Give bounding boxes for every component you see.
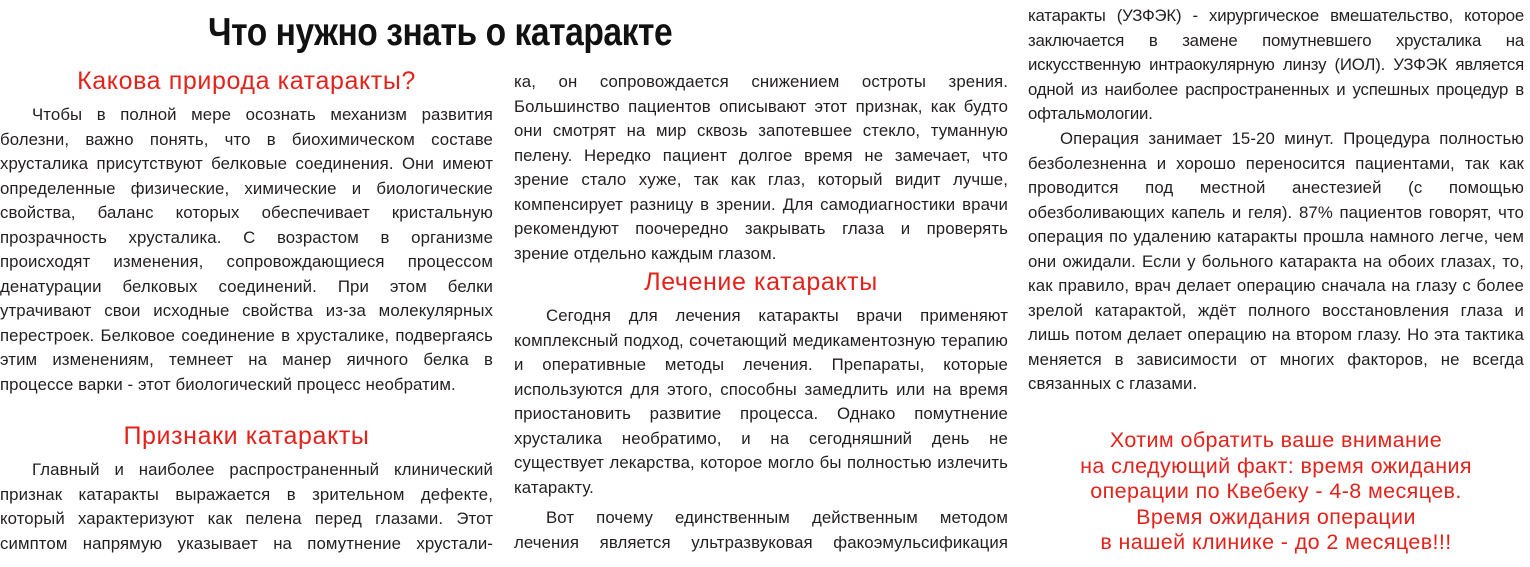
treatment-paragraph-1: Сегодня для лечения катаракты врачи применяют комплексный подход, сочетающий медикаментозную терапию и оперативные методы лечения. Препараты, которые используются для этого, способны замедлить или на время приостановить развитие процесса. Однако помутнение хрусталика необратимо, и на сегодняшний день не существует лекарства, которое могло бы полностью излечить катаракту. <box>514 306 1008 497</box>
signs-paragraph-part-1: Главный и наиболее распространенный клинический признак катаракты выражается в зрительном дефекте, который характеризуют как пелена перед глазами. Этот симптом напрямую указывает на помутнение хрустали- <box>0 460 493 553</box>
treatment-paragraph-2-part-1: Вот почему единственным действенным методом лечения является ультразвуковая факоэмульсификация <box>514 508 1008 552</box>
treatment-paragraph-2-part-2: катаракты (УЗФЭК) - хирургическое вмешательство, которое заключается в замене помутневшего хрусталика на искусственную интраокулярную линзу (ИОЛ). УЗФЭК является одной из наиболее распространенных и успешных процедур в офтальмологии. <box>1028 6 1524 123</box>
section-heading-signs: Признаки катаракты <box>123 422 370 450</box>
notice-line: операции по Квебеку - 4-8 месяцев. <box>1090 479 1462 503</box>
nature-paragraph: Чтобы в полной мере осознать механизм развития болезни, важно понять, что в биохимическом составе хрусталика присутствуют белковые соединения. Они имеют определенные физические, химические и биологические свойства, баланс которых обеспечивает кристальную прозрачность хрусталика. С возрастом в организме происходят изменения, сопровождающиеся процессом денатурации белковых соединений. При этом белки утрачивают свои исходные свойства из-за молекулярных перестроек. Белковое соединение в хрусталике, подвергаясь этим изменениям, темнеет на манер яичного белка в процессе варки - этот биологический процесс необратим. <box>0 105 493 394</box>
notice-line: в нашей клинике - до 2 месяцев!!! <box>1100 530 1452 554</box>
section-heading-nature: Какова природа катаракты? <box>77 67 416 95</box>
notice-line: Хотим обратить ваше внимание <box>1109 428 1443 452</box>
notice-line: Время ожидания операции <box>1136 504 1416 529</box>
section-heading-treatment: Лечение катаракты <box>644 268 878 296</box>
signs-paragraph-part-2: ка, он сопровождается снижением остроты зрения. Большинство пациентов описывают этот признак, как будто они смотрят на мир сквозь запотевшее стекло, туманную пелену. Нередко пациент долгое время не замечает, что зрение стало хуже, так как глаз, который видит лучше, компенсирует разницу в зрении. Для самодиагностики врачи рекомендуют поочередно закрывать глаза и проверять зрение отдельно каждым глазом. <box>514 72 1008 263</box>
treatment-paragraph-3: Операция занимает 15-20 минут. Процедура полностью безболезненна и хорошо переносится пациентами, так как проводится под местной анестезией (с помощью обезболивающих капель и геля). 87% пациентов говорят, что операция по удалению катаракты прошла намного легче, чем они ожидали. Если у больного катаракта на обоих глазах, то, как правило, врач делает операцию сначала на глазу с более зрелой катарактой, ждёт полного восстановления глаза и лишь потом делает операцию на втором глазу. Но эта тактика меняется в зависимости от многих факторов, не всегда связанных с глазами. <box>1028 129 1524 393</box>
notice-line: на следующий факт: время ожидания <box>1080 453 1472 478</box>
article-title: Что нужно знать о катаракте <box>208 11 673 54</box>
notice-block <box>1028 428 1524 556</box>
